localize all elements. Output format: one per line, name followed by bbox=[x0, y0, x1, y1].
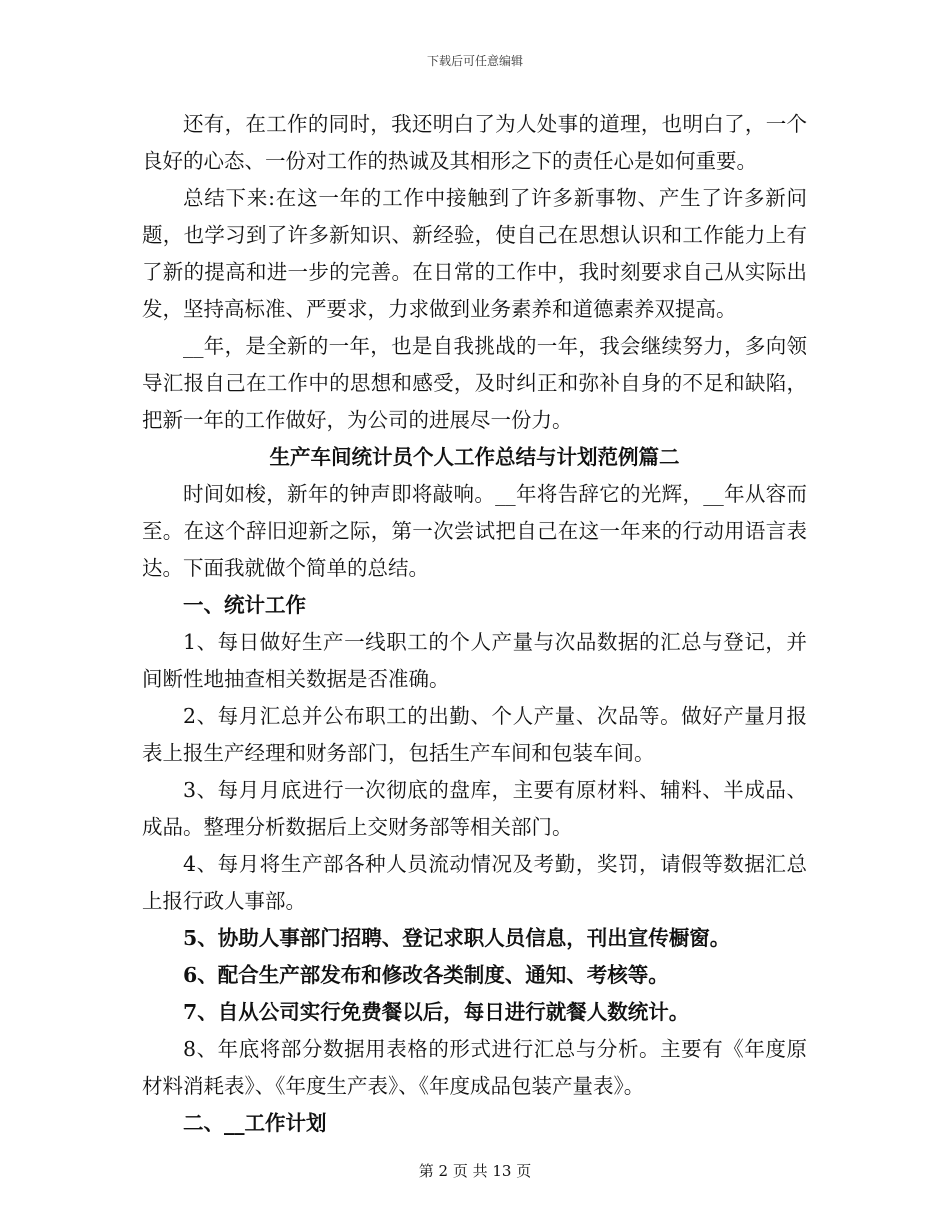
paragraph: 时间如梭，新年的钟声即将敲响。__年将告辞它的光辉，__年从容而至。在这个辞旧迎新之际，第一次尝试把自己在这一年来的行动用语言表达。下面我就做个简单的总结。 bbox=[142, 482, 807, 580]
document-body bbox=[142, 106, 807, 1142]
section-heading: 一、统计工作 bbox=[183, 593, 306, 617]
section-heading: 二、__工作计划 bbox=[183, 1111, 327, 1135]
section-title: 生产车间统计员个人工作总结与计划范例篇二 bbox=[269, 445, 680, 469]
page-header: 下载后可任意编辑 bbox=[426, 54, 523, 68]
list-item: 2、每月汇总并公布职工的出勤、个人产量、次品等。做好产量月报表上报生产经理和财务部门，包括生产车间和包装车间。 bbox=[142, 704, 807, 765]
paragraph: 还有，在工作的同时，我还明白了为人处事的道理，也明白了，一个良好的心态、一份对工作的热诚及其相形之下的责任心是如何重要。 bbox=[142, 112, 807, 173]
page-footer: 第 2 页 共 13 页 bbox=[418, 1162, 532, 1180]
list-item: 7、自从公司实行免费餐以后，每日进行就餐人数统计。 bbox=[183, 1000, 690, 1024]
list-item: 8、年底将部分数据用表格的形式进行汇总与分析。主要有《年度原材料消耗表》、《年度生产表》、《年度成品包装产量表》。 bbox=[142, 1037, 807, 1098]
paragraph: __年，是全新的一年，也是自我挑战的一年，我会继续努力，多向领导汇报自己在工作中的思想和感受，及时纠正和弥补自身的不足和缺陷，把新一年的工作做好，为公司的进展尽一份力。 bbox=[142, 334, 807, 432]
list-item: 3、每月月底进行一次彻底的盘库，主要有原材料、辅料、半成品、成品。整理分析数据后上交财务部等相关部门。 bbox=[142, 778, 807, 839]
list-item: 6、配合生产部发布和修改各类制度、通知、考核等。 bbox=[183, 963, 669, 987]
list-item: 1、每日做好生产一线职工的个人产量与次品数据的汇总与登记，并间断性地抽查相关数据是否准确。 bbox=[142, 630, 807, 691]
list-item: 5、协助人事部门招聘、登记求职人员信息，刊出宣传橱窗。 bbox=[183, 926, 731, 950]
list-item: 4、每月将生产部各种人员流动情况及考勤，奖罚，请假等数据汇总上报行政人事部。 bbox=[142, 852, 807, 913]
paragraph: 总结下来:在这一年的工作中接触到了许多新事物、产生了许多新问题，也学习到了许多新知识、新经验，使自己在思想认识和工作能力上有了新的提高和进一步的完善。在日常的工作中，我时刻要求自己从实际出发，坚持高标准、严要求，力求做到业务素养和道德素养双提高。 bbox=[142, 186, 807, 321]
